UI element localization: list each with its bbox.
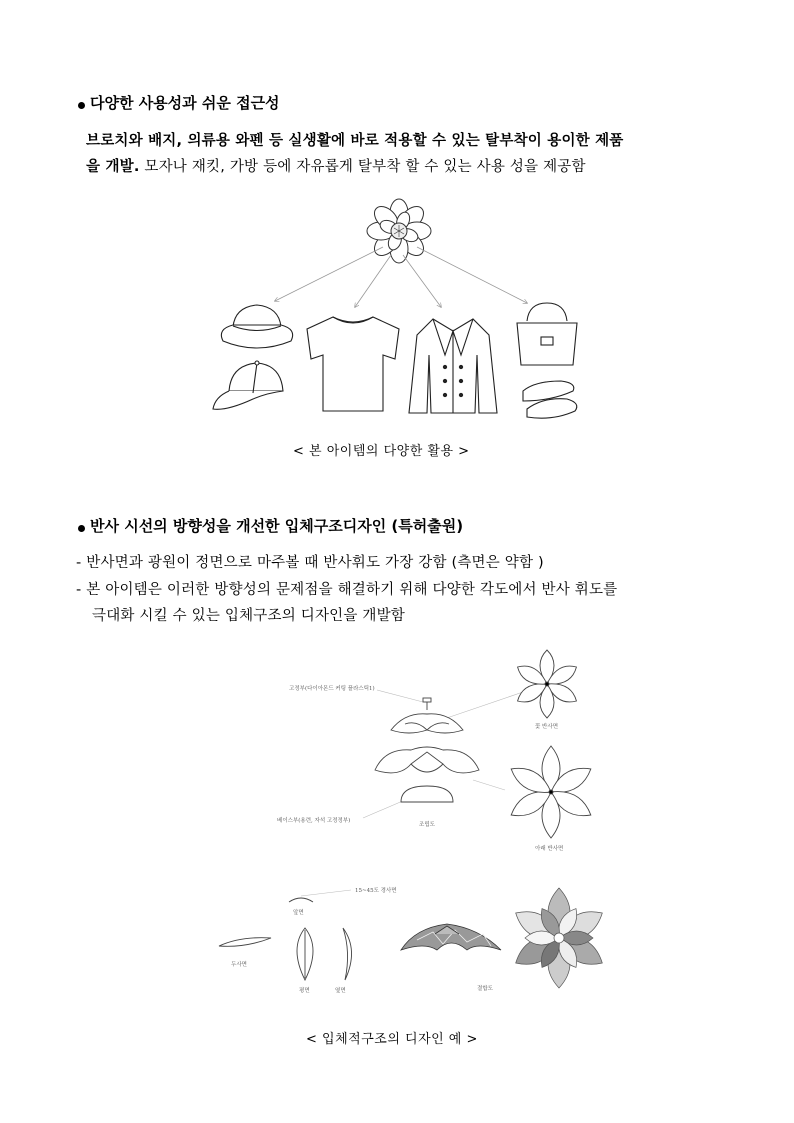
front-view-icon xyxy=(289,898,313,902)
assembled-side-icon xyxy=(401,924,501,950)
section2-item2-line2: 극대화 시킬 수 있는 입체구조의 디자인을 개발함 xyxy=(92,608,405,624)
flower-face-icon xyxy=(514,650,580,718)
handbag-icon xyxy=(517,303,577,365)
label-front-view: 앞면 xyxy=(293,910,304,916)
label-side-view2: 옆면 xyxy=(335,988,346,994)
tshirt-icon xyxy=(307,317,399,411)
section2-item2-line1: - 본 아이템은 이러한 방향성의 문제점을 해결하기 위해 다양한 각도에서 반사 휘도를 xyxy=(76,582,618,598)
side-view2-icon xyxy=(343,928,352,980)
base-icon xyxy=(401,786,453,802)
gem-flower-icon xyxy=(510,888,605,988)
jacket-icon xyxy=(409,319,497,413)
section1-line1: 브로치와 배지, 의류용 와펜 등 실생활에 바로 적용할 수 있는 탈부착이 용이한 제품 xyxy=(86,133,624,149)
pin-icon xyxy=(423,698,431,710)
section1-heading xyxy=(78,92,280,113)
section2-heading-text: 반사 시선의 방향성을 개선한 입체구조디자인 (특허출원) xyxy=(90,517,464,535)
label-plan-view: 평면 xyxy=(299,988,310,994)
plan-view-icon xyxy=(297,928,313,980)
section2-heading xyxy=(78,515,463,536)
flower-brooch-icon xyxy=(367,199,431,263)
middle-layer-icon xyxy=(375,747,479,773)
bottom-face-icon xyxy=(507,746,596,838)
section1-caption: < 본 아이템의 다양한 활용 > xyxy=(293,444,470,459)
section1-line2-bold: 을 개발. xyxy=(86,159,140,175)
upper-layer-icon xyxy=(391,714,463,733)
label-flower-face: 꽃 반사면 xyxy=(535,724,559,730)
label-side-view: 두사면 xyxy=(231,962,247,968)
section1-line2 xyxy=(86,154,586,180)
label-angle-note: 15~45도 경사면 xyxy=(355,888,397,894)
structure-diagram xyxy=(205,640,605,1020)
bullet-icon xyxy=(78,102,85,109)
label-combined: 결합도 xyxy=(477,986,493,992)
usage-illustration xyxy=(205,195,585,425)
flat-shoes-icon xyxy=(523,381,577,418)
label-assembly: 조립도 xyxy=(419,822,435,828)
side-view-icon xyxy=(219,938,271,947)
section2-caption: < 입체적구조의 디자인 예 > xyxy=(306,1032,478,1047)
label-bottom-face: 아래 반사면 xyxy=(535,846,564,852)
section1-line2-rest: 모자나 재킷, 가방 등에 자유롭게 탈부착 할 수 있는 사용 성을 제공함 xyxy=(139,159,586,175)
baseball-cap-icon xyxy=(213,361,283,409)
label-top-part: 고정부(다이아몬드 커팅 플라스틱1) xyxy=(289,686,375,692)
label-base: 베이스부(용련, 자석 고정정부) xyxy=(277,818,351,824)
bullet-icon xyxy=(78,525,85,532)
section2-item1: - 반사면과 광원이 정면으로 마주볼 때 반사휘도 가장 강함 (측면은 약함 ) xyxy=(76,555,544,571)
section1-heading-text: 다양한 사용성과 쉬운 접근성 xyxy=(90,94,280,112)
bucket-hat-icon xyxy=(221,305,292,348)
